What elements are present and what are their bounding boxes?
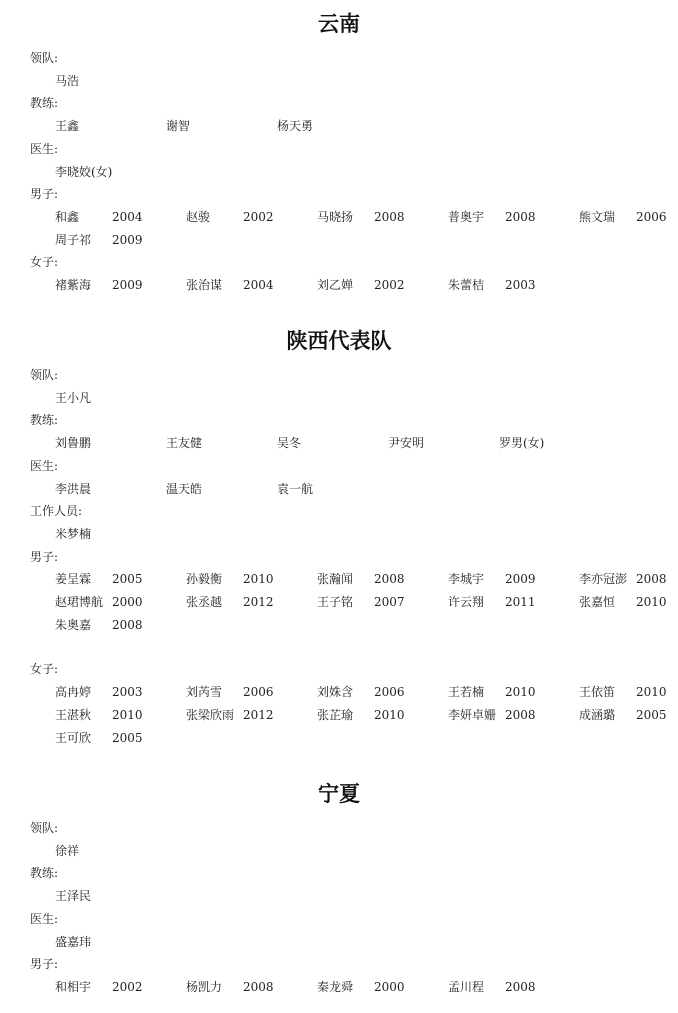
birth-year: 2009	[505, 572, 536, 587]
birth-year: 2005	[112, 572, 143, 587]
birth-year: 2010	[112, 707, 143, 722]
birth-year: 2010	[505, 685, 536, 700]
section-label: 医生:	[30, 911, 59, 926]
section-label: 工作人员:	[30, 504, 83, 519]
player-name: 李城宇	[448, 572, 485, 587]
player-name: 熊文瑞	[579, 209, 616, 224]
player-name: 王可欣	[55, 730, 92, 745]
player-name: 秦龙舜	[317, 979, 354, 994]
player-name: 王依笛	[579, 685, 616, 700]
birth-year: 2004	[243, 278, 274, 292]
birth-year: 2006	[243, 685, 274, 700]
birth-year: 2010	[636, 595, 667, 609]
birth-year: 2004	[112, 209, 143, 224]
staff-name: 温天皓	[166, 481, 203, 496]
player-name: 李亦冠澎	[579, 572, 628, 587]
player-name: 周子祁	[55, 232, 92, 247]
player-name: 许云翔	[448, 595, 485, 609]
section-label: 女子:	[30, 662, 59, 677]
player-name: 刘乙婵	[317, 278, 354, 292]
birth-year: 2010	[636, 685, 667, 700]
section-label: 教练:	[30, 866, 59, 881]
staff-name: 刘鲁鹏	[55, 436, 92, 451]
section-label: 教练:	[30, 413, 59, 428]
birth-year: 2008	[112, 617, 143, 632]
player-name: 赵珺博航	[55, 595, 104, 609]
birth-year: 2006	[636, 209, 667, 224]
player-name: 姜呈霖	[55, 572, 92, 587]
birth-year: 2010	[243, 572, 274, 587]
player-name: 张嘉恒	[579, 595, 616, 609]
birth-year: 2008	[636, 572, 667, 587]
birth-year: 2012	[243, 707, 274, 722]
staff-name: 杨天勇	[277, 119, 314, 134]
section-label: 医生:	[30, 141, 59, 156]
birth-year: 2003	[505, 278, 536, 292]
staff-name: 罗男(女)	[499, 436, 545, 451]
player-name: 和相宇	[55, 979, 92, 994]
birth-year: 2002	[374, 278, 405, 292]
player-name: 刘芮雪	[186, 685, 223, 700]
staff-name: 王小凡	[55, 390, 92, 405]
player-name: 张丞越	[186, 595, 223, 609]
player-name: 刘姝含	[317, 685, 354, 700]
section-label: 男子:	[30, 187, 59, 202]
birth-year: 2005	[636, 707, 667, 722]
player-name: 李妍卓姗	[448, 707, 497, 722]
birth-year: 2002	[112, 979, 143, 994]
staff-name: 马浩	[55, 73, 80, 88]
player-name: 王若楠	[448, 685, 485, 700]
birth-year: 2010	[374, 707, 405, 722]
player-name: 王子铭	[317, 595, 354, 609]
section-label: 男子:	[30, 549, 59, 564]
section-label: 领队:	[30, 821, 59, 835]
staff-name: 王友健	[166, 436, 203, 451]
birth-year: 2002	[243, 209, 274, 224]
section-label: 女子:	[30, 255, 59, 270]
player-name: 张治谋	[186, 278, 223, 292]
birth-year: 2008	[505, 979, 536, 994]
staff-name: 米梦楠	[55, 526, 92, 541]
section-label: 领队:	[30, 368, 59, 382]
birth-year: 2005	[112, 730, 143, 745]
team-title: 陕西代表队	[286, 328, 392, 353]
staff-name: 袁一航	[277, 481, 314, 496]
staff-name: 李洪晨	[55, 481, 92, 496]
birth-year: 2009	[112, 232, 143, 247]
birth-year: 2008	[243, 979, 274, 994]
birth-year: 2008	[374, 572, 405, 587]
birth-year: 2008	[374, 209, 405, 224]
staff-name: 盛嘉玮	[55, 934, 92, 949]
birth-year: 2008	[505, 209, 536, 224]
player-name: 和鑫	[55, 209, 80, 224]
player-name: 朱奥嘉	[55, 617, 92, 632]
section-label: 教练:	[30, 96, 59, 111]
birth-year: 2012	[243, 595, 274, 609]
staff-name: 王鑫	[55, 119, 80, 134]
section-label: 男子:	[30, 957, 59, 972]
player-name: 褚紫海	[55, 278, 92, 292]
player-name: 孟川程	[448, 979, 485, 994]
player-name: 张瀚闻	[317, 572, 354, 587]
player-name: 赵骏	[186, 209, 211, 224]
birth-year: 2007	[374, 595, 405, 609]
staff-name: 李晓姣(女)	[55, 164, 113, 179]
player-name: 张芷瑜	[317, 707, 354, 722]
staff-name: 王泽民	[55, 889, 92, 904]
player-name: 张梁欣雨	[186, 707, 235, 722]
birth-year: 2009	[112, 278, 143, 292]
staff-name: 徐祥	[55, 843, 80, 858]
player-name: 王湛秋	[55, 707, 92, 722]
staff-name: 吴冬	[277, 436, 302, 451]
section-label: 医生:	[30, 458, 59, 473]
staff-name: 谢智	[166, 119, 191, 134]
player-name: 朱蕾桔	[448, 278, 485, 292]
birth-year: 2006	[374, 685, 405, 700]
player-name: 高冉婷	[55, 685, 92, 700]
section-label: 领队:	[30, 51, 59, 65]
player-name: 成涵璐	[579, 707, 616, 722]
team-title: 宁夏	[318, 781, 360, 806]
player-name: 普奥宇	[448, 209, 485, 224]
player-name: 马晓扬	[317, 209, 354, 224]
staff-name: 尹安明	[388, 436, 425, 451]
birth-year: 2011	[505, 595, 536, 609]
player-name: 杨凯力	[186, 979, 223, 994]
birth-year: 2000	[374, 979, 405, 994]
player-name: 孙毅衡	[186, 572, 223, 587]
birth-year: 2000	[112, 595, 143, 609]
team-title: 云南	[318, 11, 360, 36]
birth-year: 2008	[505, 707, 536, 722]
birth-year: 2003	[112, 685, 143, 700]
